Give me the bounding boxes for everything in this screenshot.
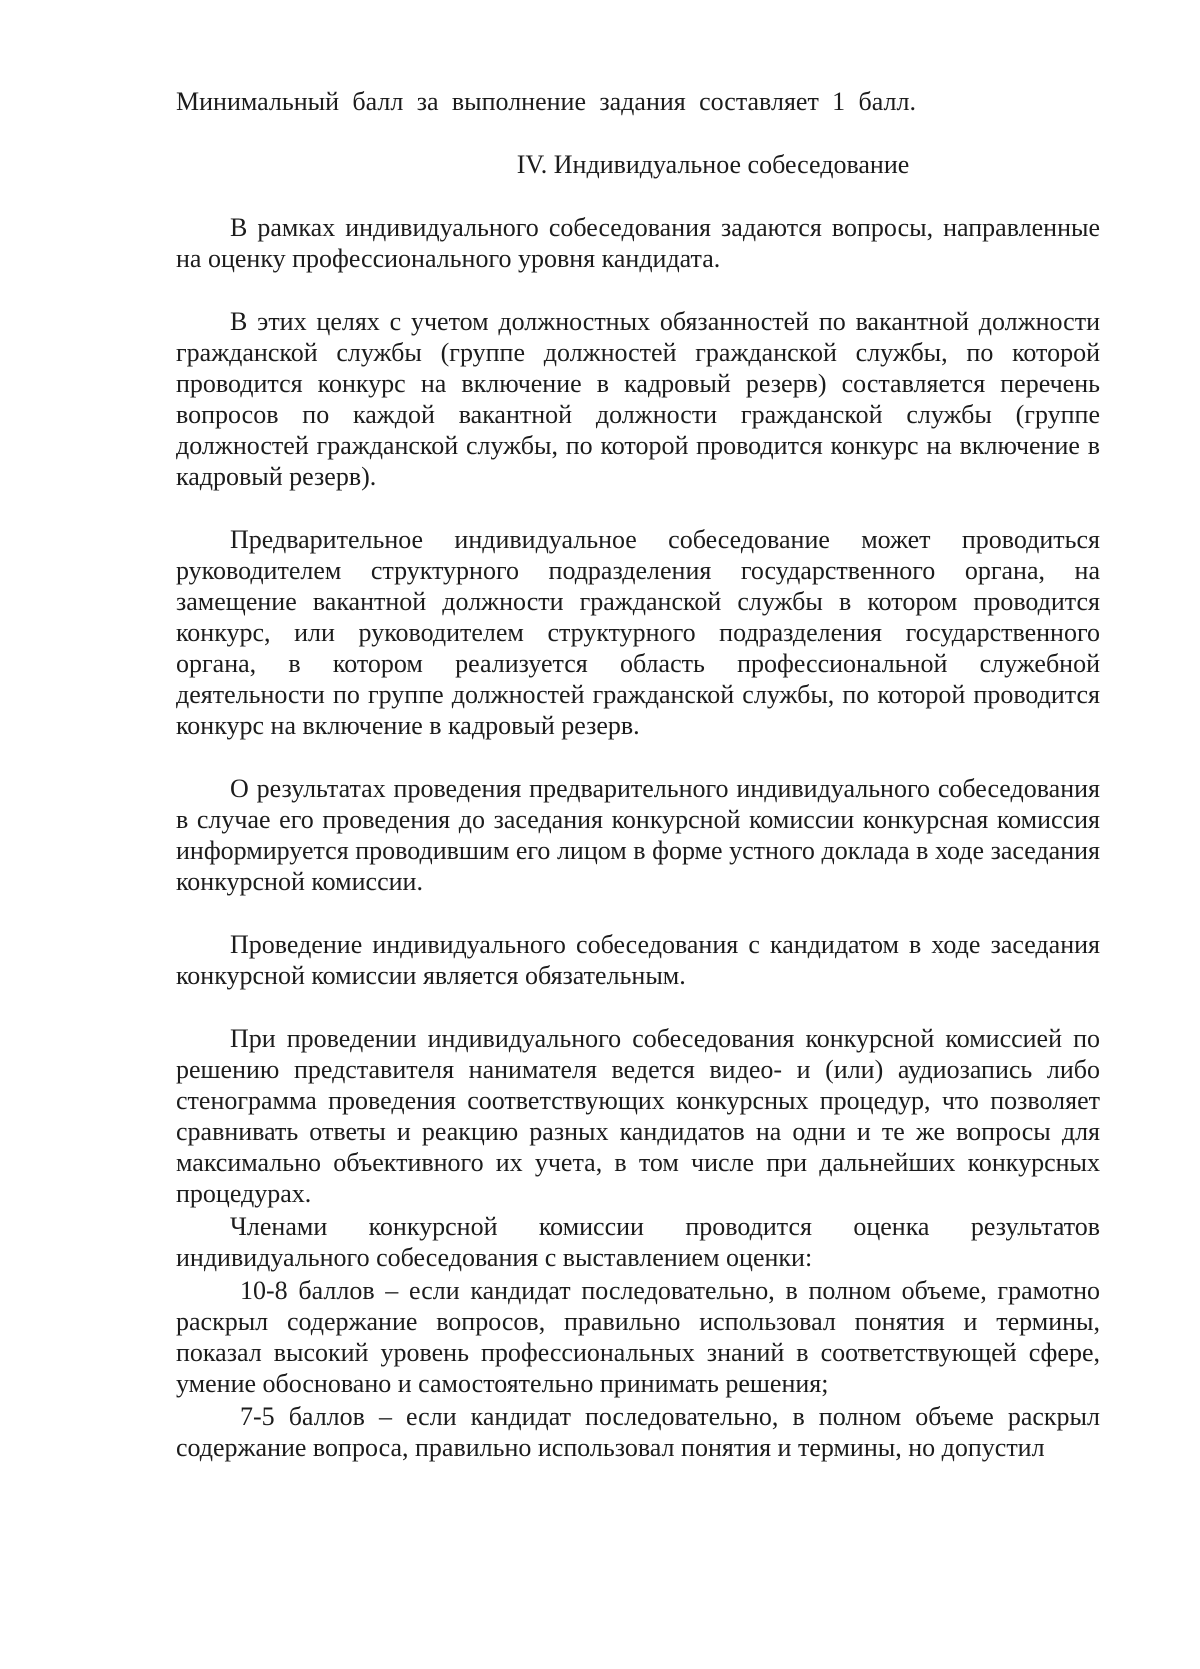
paragraph-7: Членами конкурсной комиссии проводится оценка результатов индивидуального собеседования с выставлением оценки:: [176, 1212, 1100, 1272]
intro-line: [176, 86, 1100, 117]
section-heading: IV. Индивидуальное собеседование: [516, 150, 910, 179]
intro-text: Минимальный балл за выполнение задания составляет 1 балл.: [176, 87, 916, 116]
paragraph-2: В этих целях с учетом должностных обязанностей по вакантной должности гражданской службы (группе должностей гражданской службы, по которой проводится конкурс на включение в кадровый резерв) составляется перечень вопросов по каждой вакантной должности гражданской службы (группе должностей гражданской службы, по которой проводится конкурс на включение в кадровый резерв).: [176, 307, 1100, 491]
paragraph-6: При проведении индивидуального собеседования конкурсной комиссией по решению представителя нанимателя ведется видео- и (или) аудиозапись либо стенограмма проведения соответствующих конкурсных процедур, что позволяет сравнивать ответы и реакцию разных кандидатов на одни и те же вопросы для максимально объективного их учета, в том числе при дальнейших конкурсных процедурах.: [176, 1024, 1100, 1208]
paragraph-1: В рамках индивидуального собеседования задаются вопросы, направленные на оценку профессионального уровня кандидата.: [176, 213, 1100, 273]
score-7-5: 7-5 баллов – если кандидат последовательно, в полном объеме раскрыл содержание вопроса, правильно использовал понятия и термины, но допустил: [176, 1402, 1100, 1462]
score-10-8: 10-8 баллов – если кандидат последовательно, в полном объеме, грамотно раскрыл содержание вопросов, правильно использовал понятия и термины, показал высокий уровень профессиональных знаний в соответствующей сфере, умение обосновано и самостоятельно принимать решения;: [176, 1276, 1100, 1398]
paragraph-5: Проведение индивидуального собеседования с кандидатом в ходе заседания конкурсной комиссии является обязательным.: [176, 930, 1100, 990]
paragraph-4: О результатах проведения предварительного индивидуального собеседования в случае его проведения до заседания конкурсной комиссии конкурсная комиссия информируется проводившим его лицом в форме устного доклада в ходе заседания конкурсной комиссии.: [176, 774, 1100, 896]
document-body: [176, 86, 1100, 1463]
paragraph-3: Предварительное индивидуальное собеседование может проводиться руководителем структурного подразделения государственного органа, на замещение вакантной должности гражданской службы в котором проводится конкурс, или руководителем структурного подразделения государственного органа, в котором реализуется область профессиональной служебной деятельности по группе должностей гражданской службы, по которой проводится конкурс на включение в кадровый резерв.: [176, 525, 1100, 740]
